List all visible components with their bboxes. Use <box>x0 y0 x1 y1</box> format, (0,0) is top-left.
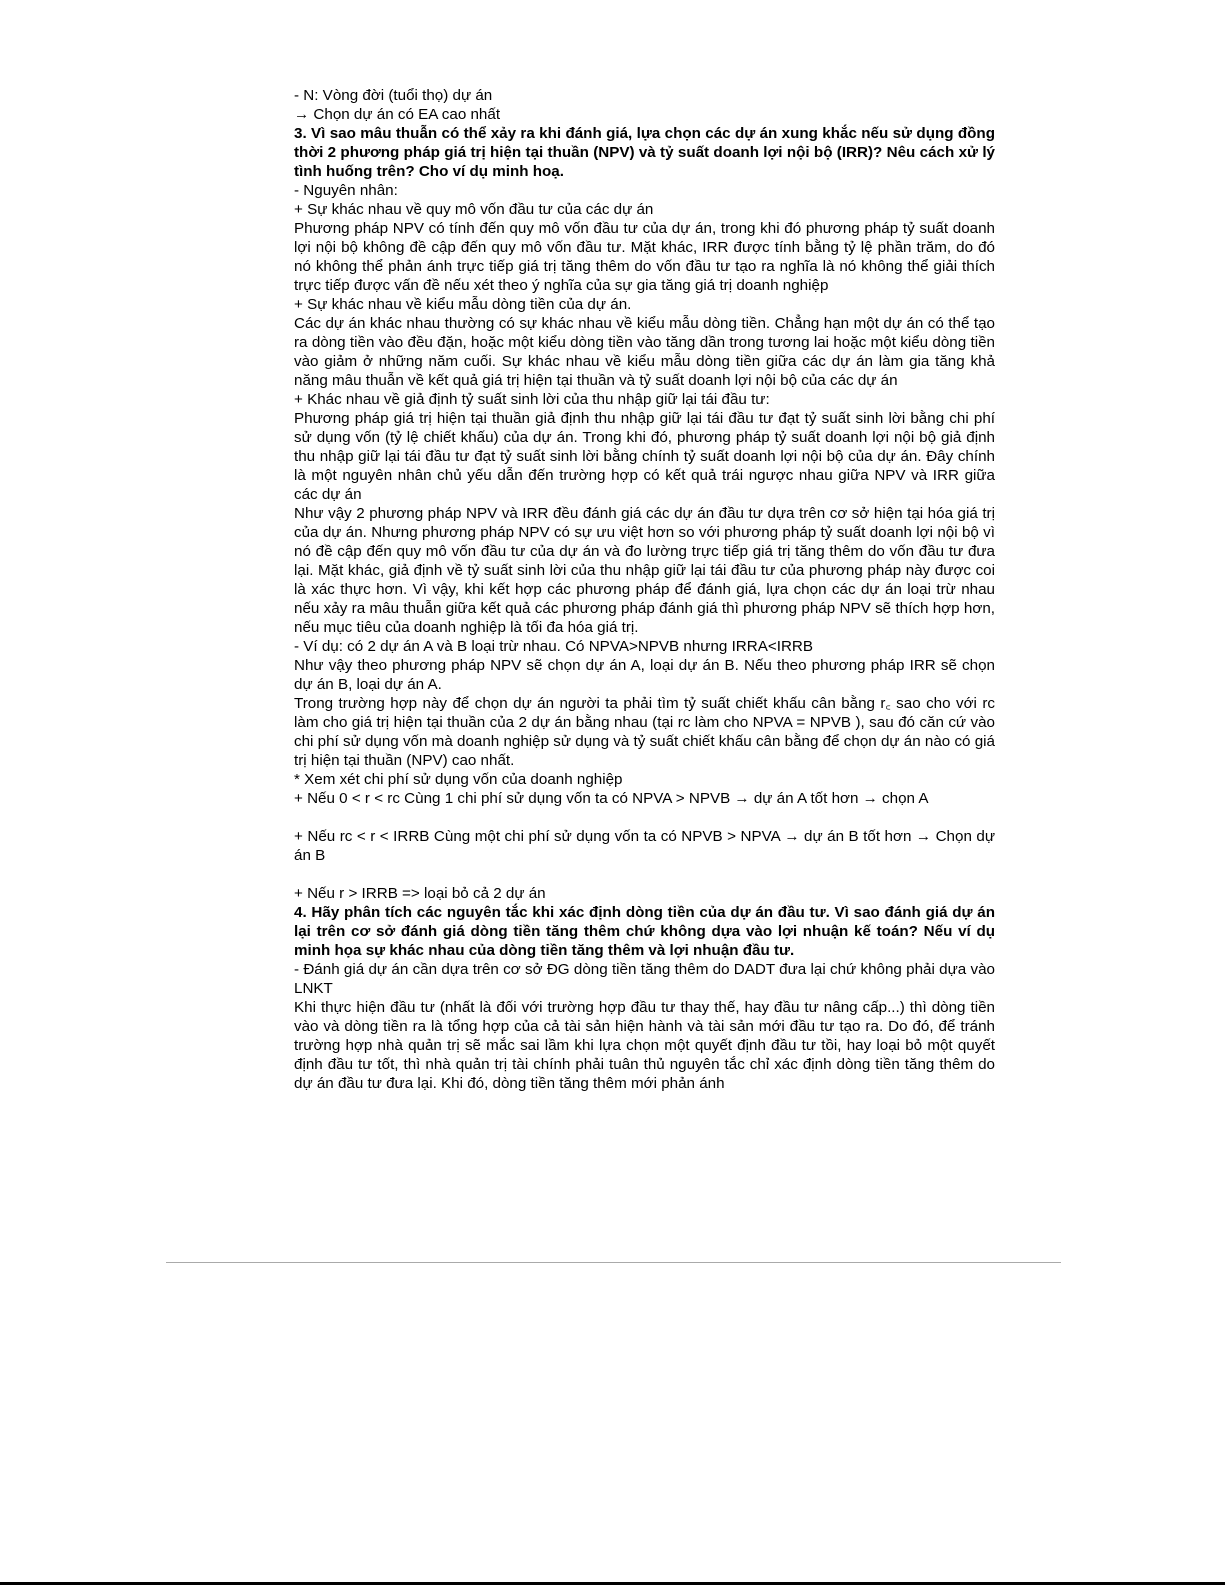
paragraph: + Nếu rc < r < IRRB Cùng một chi phí sử dụng vốn ta có NPVB > NPVA → dự án B tốt hơn → Chọn dự án B <box>294 828 995 864</box>
paragraph: - N: Vòng đời (tuổi thọ) dự án <box>294 87 493 104</box>
paragraph: Khi thực hiện đầu tư (nhất là đối với trường hợp đầu tư thay thế, hay đầu tư nâng cấp...) thì dòng tiền vào và dòng tiền ra là tổng hợp của cả tài sản hiện hành và tài sản mới đầu tư tạo ra. Do đó, để tránh trường hợp nhà quản trị sẽ mắc sai lầm khi lựa chọn một quyết định đầu tư tồi, hay loại bỏ một quyết định đầu tư tốt, thì nhà quản trị tài chính phải tuân thủ nguyên tắc chỉ xác định dòng tiền tăng thêm do dự án đầu tư đưa lại. Khi đó, dòng tiền tăng thêm mới phản ánh <box>294 999 995 1092</box>
question-heading: 4. Hãy phân tích các nguyên tắc khi xác định dòng tiền của dự án đầu tư. Vì sao đánh giá dự án lại trên cơ sở đánh giá dòng tiền tăng thêm chứ không dựa vào lợi nhuận kế toán? Nếu ví dụ minh họa sự khác nhau của dòng tiền tăng thêm và lợi nhuận đầu tư. <box>294 904 995 959</box>
paragraph: → Chọn dự án có EA cao nhất <box>294 106 501 123</box>
paragraph: - Đánh giá dự án cần dựa trên cơ sở ĐG dòng tiền tăng thêm do DADT đưa lại chứ không phải dựa vào LNKT <box>294 961 995 997</box>
paragraph: Các dự án khác nhau thường có sự khác nhau về kiểu mẫu dòng tiền. Chẳng hạn một dự án có thể tạo ra dòng tiền vào đều đặn, hoặc một kiểu dòng tiền vào tăng dần trong tương lai hoặc một kiểu dòng tiền vào giảm ở những năm cuối. Sự khác nhau về kiểu mẫu dòng tiền giữa các dự án làm gia tăng khả năng mâu thuẫn về kết quả giá trị hiện tại thuần và tỷ suất doanh lợi nội bộ của các dự án <box>294 315 995 389</box>
paragraph: - Nguyên nhân: <box>294 182 398 199</box>
paragraph: Như vậy 2 phương pháp NPV và IRR đều đánh giá các dự án đầu tư dựa trên cơ sở hiện tại hóa giá trị của dự án. Nhưng phương pháp NPV có sự ưu việt hơn so với phương pháp tỷ suất doanh lợi nội bộ vì nó đề cập đến quy mô vốn đầu tư của dự án và đo lường trực tiếp giá trị tăng thêm do vốn đầu tư đưa lại. Mặt khác, giả định về tỷ suất sinh lời của thu nhập giữ lại tái đầu tư của phương pháp này được coi là xác thực hơn. Vì vậy, khi kết hợp các phương pháp để đánh giá, lựa chọn các dự án loại trừ nhau nếu xảy ra mâu thuẫn giữa kết quả các phương pháp đánh giá thì phương pháp NPV sẽ thích hợp hơn, nếu mục tiêu của doanh nghiệp là tối đa hóa giá trị. <box>294 505 995 636</box>
paragraph: Như vậy theo phương pháp NPV sẽ chọn dự án A, loại dự án B. Nếu theo phương pháp IRR sẽ chọn dự án B, loại dự án A. <box>294 657 995 693</box>
paragraph: Phương pháp NPV có tính đến quy mô vốn đầu tư của dự án, trong khi đó phương pháp tỷ suất doanh lợi nội bộ không đề cập đến quy mô vốn đầu tư. Mặt khác, IRR được tính bằng tỷ lệ phần trăm, do đó nó không thể phản ánh trực tiếp giá trị tăng thêm do vốn đầu tư tạo ra nghĩa là nó không thể giải thích trực tiếp được vấn đề nếu xét theo ý nghĩa của sự gia tăng giá trị doanh nghiệp <box>294 220 995 294</box>
paragraph: + Nếu 0 < r < rc Cùng 1 chi phí sử dụng vốn ta có NPVA > NPVB → dự án A tốt hơn → chọn A <box>294 790 929 807</box>
paragraph: - Ví dụ: có 2 dự án A và B loại trừ nhau. Có NPVA>NPVB nhưng IRRA<IRRB <box>294 638 814 655</box>
paragraph: + Nếu r > IRRB => loại bỏ cả 2 dự án <box>294 885 546 902</box>
paragraph: + Khác nhau về giả định tỷ suất sinh lời của thu nhập giữ lại tái đầu tư: <box>294 391 770 408</box>
paragraph: + Sự khác nhau về quy mô vốn đầu tư của các dự án <box>294 201 654 218</box>
paragraph: * Xem xét chi phí sử dụng vốn của doanh nghiệp <box>294 771 623 788</box>
question-heading: 3. Vì sao mâu thuẫn có thể xảy ra khi đánh giá, lựa chọn các dự án xung khắc nếu sử dụng đồng thời 2 phương pháp giá trị hiện tại thuần (NPV) và tỷ suất doanh lợi nội bộ (IRR)? Nêu cách xử lý tình huống trên? Cho ví dụ minh hoạ. <box>294 125 995 180</box>
paragraph: Phương pháp giá trị hiện tại thuần giả định thu nhập giữ lại tái đầu tư đạt tỷ suất sinh lời bằng chi phí sử dụng vốn (tỷ lệ chiết khấu) của dự án. Trong khi đó, phương pháp tỷ suất doanh lợi nội bộ giả định thu nhập giữ lại tái đầu tư đạt tỷ suất sinh lời bằng chính tỷ suất doanh lợi nội bộ của dự án. Đây chính là một nguyên nhân chủ yếu dẫn đến trường hợp có kết quả trái ngược nhau giữa NPV và IRR giữa các dự án <box>294 410 995 503</box>
paragraph: Trong trường hợp này để chọn dự án người ta phải tìm tỷ suất chiết khấu cân bằng r꜀ sao cho với rc làm cho giá trị hiện tại thuần của 2 dự án bằng nhau (tại rc làm cho NPVA = NPVB ), sau đó căn cứ vào chi phí sử dụng vốn mà doanh nghiệp sử dụng và tỷ suất chiết khấu cân bằng để chọn dự án nào có giá trị hiện tại thuần (NPV) cao nhất. <box>294 695 995 769</box>
paragraph: + Sự khác nhau về kiểu mẫu dòng tiền của dự án. <box>294 296 632 313</box>
document-body <box>294 86 995 1093</box>
page-divider <box>166 1262 1061 1263</box>
